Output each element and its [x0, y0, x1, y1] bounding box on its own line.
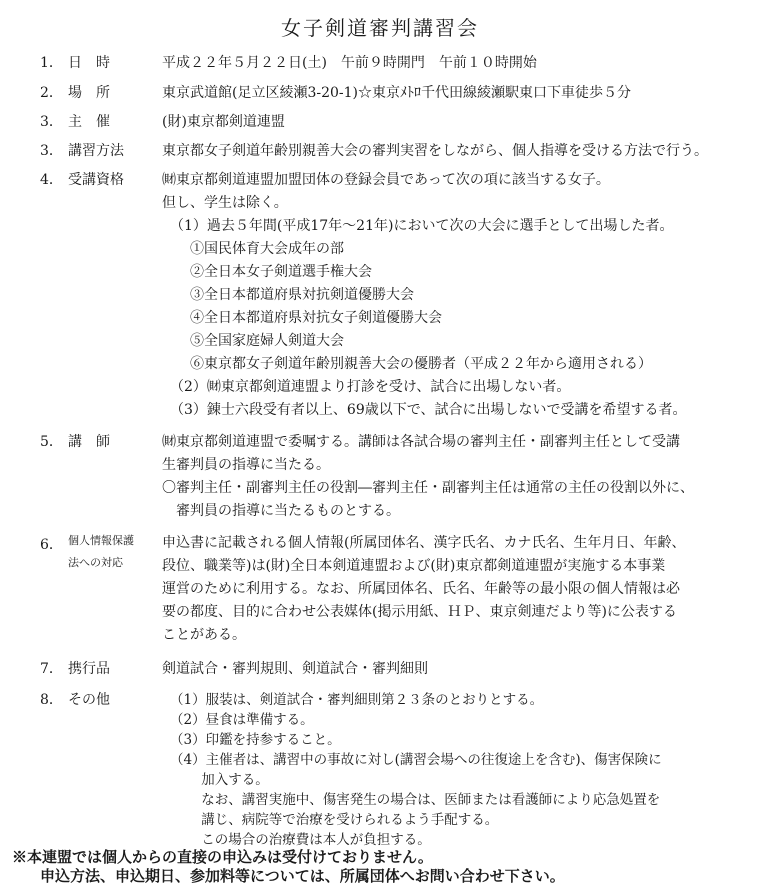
privacy-line: ことがある。	[162, 627, 246, 643]
instructor-line: ㈶東京都剣道連盟で委嘱する。講師は各試合場の審判主任・副審判主任として受講	[162, 434, 680, 450]
item-label	[68, 431, 142, 451]
other-line: （2）昼食は準備する。	[170, 712, 314, 728]
privacy-line: 段位、職業等)は(財)全日本剣道連盟および(財)東京都剣道連盟が実施する本事業	[162, 558, 666, 574]
other-line: 講じ、病院等で治療を受けられるよう手配する。	[170, 812, 499, 828]
item-number: 8．	[40, 692, 63, 708]
item-text: ㈶東京都剣道連盟加盟団体の登録会員であって次の項に該当する女子。	[162, 172, 610, 188]
tournament-item: ④全日本都道府県対抗女子剣道優勝大会	[190, 310, 442, 326]
item-label-line-1: 個人情報保護	[68, 534, 134, 547]
belongings-text: 剣道試合・審判規則、剣道試合・審判細則	[162, 661, 428, 677]
other-line: （4）主催者は、講習中の事故に対し(講習会場への往復途上を含む)、傷害保険に	[170, 752, 662, 768]
qualification-sub-2: （2）㈶東京都剣道連盟より打診を受け、試合に出場しない者。	[170, 379, 571, 395]
tournament-item: ①国民体育大会成年の部	[190, 241, 344, 257]
other-line: この場合の治療費は本人が負担する。	[170, 832, 431, 848]
item-number: 4．	[40, 172, 63, 188]
label-text: 講 師	[68, 434, 110, 450]
label-text: 携行品	[68, 661, 110, 677]
tournament-item: ⑤全国家庭婦人剣道大会	[190, 333, 344, 349]
other-line: （1）服装は、剣道試合・審判細則第２３条のとおりとする。	[170, 692, 544, 708]
other-line: 加入する。	[170, 772, 269, 788]
item-label	[68, 658, 142, 678]
tournament-item: ⑥東京都女子剣道年齢別親善大会の優勝者（平成２２年から適用される）	[190, 356, 652, 372]
item-label	[68, 52, 142, 72]
label-text: 日 時	[68, 55, 110, 71]
item-text: 平成２２年５月２２日(土) 午前９時開門 午前１０時開始	[162, 55, 537, 71]
page-title: 女子剣道審判講習会	[281, 16, 479, 40]
item-label	[68, 689, 142, 709]
item-number: 6．	[40, 537, 63, 553]
privacy-line: 運営のために利用する。なお、所属団体名、氏名、年齢等の最小限の個人情報は必	[162, 581, 680, 597]
item-number: 5．	[40, 434, 63, 450]
notice-line-2: 申込方法、申込期日、参加料等については、所属団体へお問い合わせ下さい。	[40, 867, 565, 885]
item-number: 1．	[40, 55, 63, 71]
item-label	[68, 140, 142, 160]
item-label	[68, 82, 142, 102]
item-number: 2．	[40, 85, 63, 101]
item-label	[68, 169, 142, 189]
item-number: 3．	[40, 143, 63, 159]
other-line: なお、講習実施中、傷害発生の場合は、医師または看護師により応急処置を	[170, 792, 661, 808]
item-number: 7．	[40, 661, 63, 677]
item-number: 3．	[40, 114, 63, 130]
label-text: 講習方法	[68, 143, 124, 159]
label-text: 主 催	[68, 114, 110, 130]
qualification-note: 但し、学生は除く。	[162, 195, 288, 211]
item-text: 東京都女子剣道年齢別親善大会の審判実習をしながら、個人指導を受ける方法で行う。	[162, 143, 708, 159]
qualification-sub-3: （3）錬士六段受有者以上、69歳以下で、試合に出場しないで受講を希望する者。	[170, 402, 687, 418]
label-text: 場 所	[68, 85, 110, 101]
instructor-line: 〇審判主任・副審判主任の役割―審判主任・副審判主任は通常の主任の役割以外に、	[162, 480, 694, 496]
instructor-line: 審判員の指導に当たるものとする。	[162, 503, 400, 519]
item-label-line-2: 法への対応	[68, 556, 123, 569]
other-line: （3）印鑑を持参すること。	[170, 732, 341, 748]
label-text: 受講資格	[68, 172, 124, 188]
item-label	[68, 111, 142, 131]
item-text: (財)東京都剣道連盟	[162, 114, 285, 130]
tournament-item: ③全日本都道府県対抗剣道優勝大会	[190, 287, 414, 303]
qualification-sub-1: （1）過去５年間(平成17年～21年)において次の大会に選手として出場した者。	[170, 218, 674, 234]
label-text: その他	[68, 692, 110, 708]
privacy-line: 要の都度、目的に合わせ公表媒体(掲示用紙、ＨＰ、東京剣連だより等)に公表する	[162, 604, 677, 620]
privacy-line: 申込書に記載される個人情報(所属団体名、漢字氏名、カナ氏名、生年月日、年齢、	[162, 535, 686, 551]
item-text: 東京武道館(足立区綾瀬3-20-1)☆東京ﾒﾄﾛ千代田線綾瀬駅東口下車徒歩５分	[162, 85, 632, 101]
notice-line-1: ※本連盟では個人からの直接の申込みは受付けておりません。	[12, 848, 433, 866]
tournament-item: ②全日本女子剣道選手権大会	[190, 264, 372, 280]
instructor-line: 生審判員の指導に当たる。	[162, 457, 330, 473]
